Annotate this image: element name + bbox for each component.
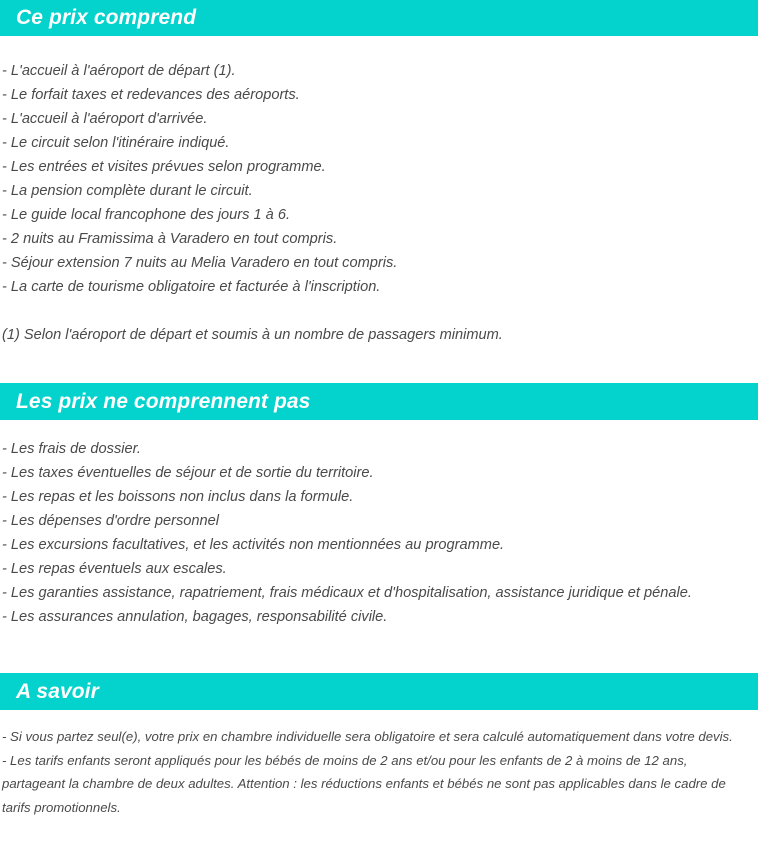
section-header-not-included: Les prix ne comprennent pas <box>0 383 758 420</box>
section-header-included: Ce prix comprend <box>0 0 758 36</box>
list-item: - Séjour extension 7 nuits au Melia Varadero en tout compris. <box>2 255 398 271</box>
footnote-included: (1) Selon l'aéroport de départ et soumis à un nombre de passagers minimum. <box>2 327 503 343</box>
list-item: - Si vous partez seul(e), votre prix en chambre individuelle sera obligatoire et sera calculé automatiquement dans votre devis. <box>2 729 733 744</box>
list-item: - Les dépenses d'ordre personnel <box>2 513 219 529</box>
section-body-not-included <box>0 437 758 629</box>
list-item: - La pension complète durant le circuit. <box>2 183 253 199</box>
section-header-good-to-know: A savoir <box>0 673 758 710</box>
list-item: - Les excursions facultatives, et les activités non mentionnées au programme. <box>2 537 505 553</box>
list-item: - Les taxes éventuelles de séjour et de sortie du territoire. <box>2 465 374 481</box>
spacer-good-to-know-top <box>0 710 758 725</box>
section-body-included <box>0 59 758 347</box>
list-item: - Le forfait taxes et redevances des aéroports. <box>2 87 300 103</box>
list-item: - Le circuit selon l'itinéraire indiqué. <box>2 135 230 151</box>
list-item: - Les repas et les boissons non inclus dans la formule. <box>2 489 354 505</box>
list-item: - Le guide local francophone des jours 1 à 6. <box>2 207 291 223</box>
list-item: - 2 nuits au Framissima à Varadero en tout compris. <box>2 231 338 247</box>
section-body-good-to-know <box>0 725 758 819</box>
list-item: - Les tarifs enfants seront appliqués pour les bébés de moins de 2 ans et/ou pour les enfants de 2 à moins de 12 ans, partageant la chambre de deux adultes. Attention : les réductions enfants et bébés ne sont pas applicables dans le cadre de tarifs promotionnels. <box>2 752 726 815</box>
spacer-after-included <box>0 347 758 383</box>
list-item: - Les repas éventuels aux escales. <box>2 561 227 577</box>
spacer-after-not-included <box>0 629 758 673</box>
spacer-before-footnote <box>2 299 752 323</box>
list-item: - Les entrées et visites prévues selon programme. <box>2 159 326 175</box>
list-item: - Les frais de dossier. <box>2 441 141 457</box>
spacer-not-included-top <box>0 420 758 437</box>
list-item: - L'accueil à l'aéroport d'arrivée. <box>2 111 208 127</box>
spacer-included-top <box>0 36 758 59</box>
list-item: - Les assurances annulation, bagages, responsabilité civile. <box>2 609 388 625</box>
list-item: - Les garanties assistance, rapatriement, frais médicaux et d'hospitalisation, assistance juridique et pénale. <box>2 585 692 601</box>
list-item: - La carte de tourisme obligatoire et facturée à l'inscription. <box>2 279 381 295</box>
list-item: - L'accueil à l'aéroport de départ (1). <box>2 63 236 79</box>
